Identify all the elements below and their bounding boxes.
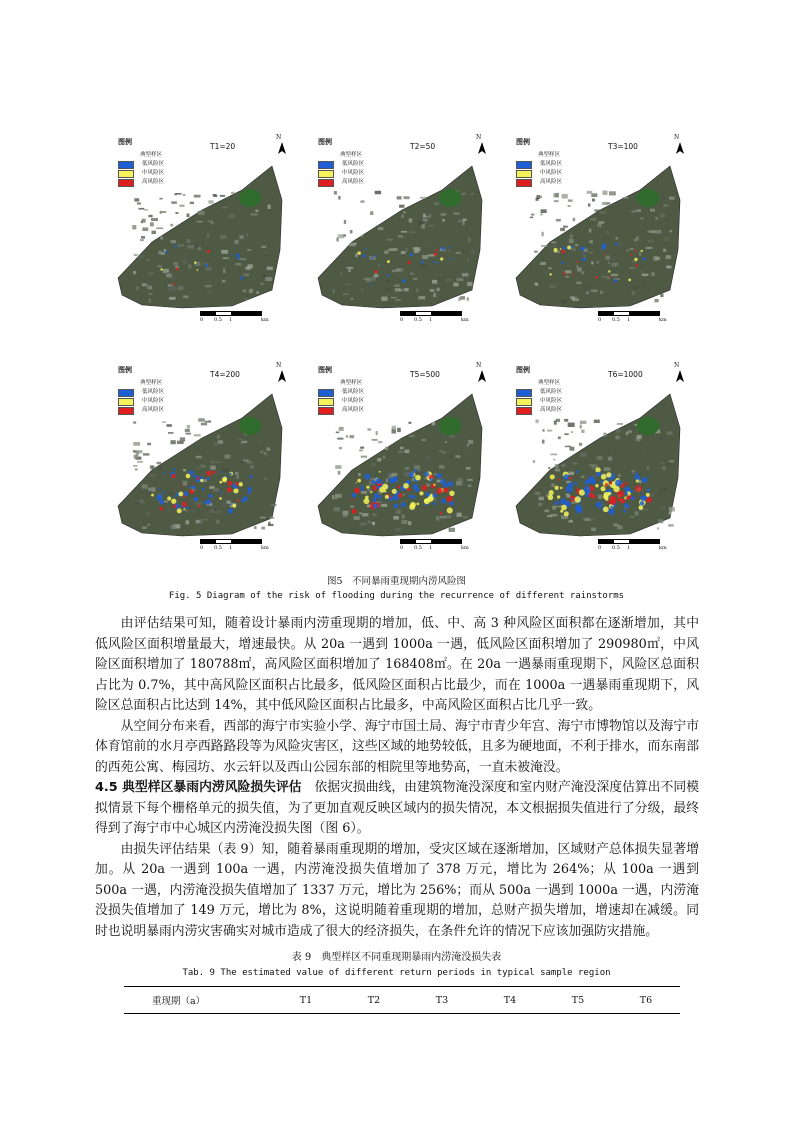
legend-swatch	[516, 161, 532, 169]
legend-label: 典型样区	[538, 151, 561, 158]
legend-item	[516, 397, 562, 406]
map-legend	[118, 138, 164, 187]
north-arrow-icon	[478, 370, 486, 382]
paragraph-2: 从空间分布来看，西部的海宁市实验小学、海宁市国土局、海宁市青少年宫、海宁市博物馆以及海宁市体育馆前的水月亭西路路段等为风险灾害区，这些区域的地势较低，且多为硬地面，不利于排水，而东南部的西苑公寓、梅园坊、水云轩以及西山公园东部的相院里等地势高，一直未被淹没。	[95, 718, 699, 775]
map-panel	[510, 358, 692, 572]
scale-label: 1	[229, 545, 233, 551]
legend-title: 图例	[318, 137, 332, 146]
legend-label: 典型样区	[340, 151, 363, 158]
legend-swatch	[318, 389, 334, 397]
scale-label: 0.5	[214, 317, 222, 323]
north-arrow-icon	[676, 142, 684, 154]
map-legend	[318, 366, 364, 415]
scale-label: km	[659, 317, 667, 323]
legend-label: 典型样区	[140, 151, 163, 158]
scale-label: 1	[429, 545, 433, 551]
legend-swatch	[118, 161, 134, 169]
legend-item	[118, 169, 164, 178]
map-legend	[118, 366, 164, 415]
legend-swatch	[118, 179, 134, 187]
scale-label: 0.5	[612, 317, 620, 323]
scale-label: 1	[627, 317, 631, 323]
legend-label: 中风险区	[540, 169, 563, 176]
scale-bar	[400, 539, 470, 551]
section-heading: 4.5 典型样区暴雨内涝风险损失评估	[95, 780, 302, 795]
scale-label: 0	[598, 545, 602, 551]
legend-label: 中风险区	[142, 397, 165, 404]
legend-label: 高风险区	[540, 178, 563, 185]
table-caption-en: Tab. 9 The estimated value of different return periods in typical sample region	[182, 968, 611, 978]
table-caption-cn: 表 9 典型样区不同重现期暴雨内涝淹没损失表	[291, 952, 502, 963]
panel-title: T4=200	[210, 370, 240, 379]
legend-item	[118, 160, 164, 169]
legend-swatch	[118, 170, 134, 178]
legend-item	[516, 169, 562, 178]
panel-title: T1=20	[210, 142, 236, 151]
legend-item	[516, 379, 562, 388]
table-header-cell: T2	[340, 987, 408, 1014]
scale-label: 0	[200, 317, 204, 323]
figure-caption-en: Fig. 5 Diagram of the risk of flooding during the recurrence of different rainstorms	[168, 591, 625, 601]
north-arrow-icon	[676, 370, 684, 382]
panel-title: T3=100	[608, 142, 638, 151]
scale-label: 0.5	[612, 545, 620, 551]
paragraph-3	[95, 778, 699, 840]
legend-label: 中风险区	[540, 397, 563, 404]
legend-label: 低风险区	[540, 388, 563, 395]
city-area	[516, 166, 680, 308]
legend-item	[318, 406, 364, 415]
legend-item	[118, 397, 164, 406]
figure-5	[112, 130, 684, 570]
legend-label: 低风险区	[540, 160, 563, 167]
legend-item	[516, 160, 562, 169]
table-header-row	[124, 987, 680, 1014]
scale-bar	[598, 311, 668, 323]
scale-bar	[400, 311, 470, 323]
legend-item	[118, 151, 164, 160]
north-label: N	[674, 134, 680, 141]
legend-item	[516, 406, 562, 415]
north-label: N	[276, 362, 282, 369]
figure-caption-cn: 图5 不同暴雨重现期内涝风险图	[326, 576, 467, 587]
legend-title: 图例	[118, 137, 132, 146]
legend-item	[118, 406, 164, 415]
panel-title: T2=50	[410, 142, 436, 151]
north-arrow-icon	[278, 142, 286, 154]
legend-title: 图例	[516, 137, 530, 146]
legend-item	[318, 160, 364, 169]
map-panel	[312, 130, 494, 344]
map-legend	[516, 138, 562, 187]
legend-label: 高风险区	[142, 406, 165, 413]
legend-label: 典型样区	[140, 379, 163, 386]
scale-label: 0	[400, 317, 404, 323]
table-header-cell: T4	[476, 987, 544, 1014]
north-arrow-icon	[278, 370, 286, 382]
map-panel	[312, 358, 494, 572]
legend-swatch	[318, 407, 334, 415]
scale-label: 1	[627, 545, 631, 551]
legend-label: 高风险区	[540, 406, 563, 413]
legend-item	[118, 178, 164, 187]
scale-bar	[200, 539, 270, 551]
legend-swatch	[516, 153, 530, 159]
legend-item	[318, 397, 364, 406]
legend-item	[516, 178, 562, 187]
legend-swatch	[516, 398, 532, 406]
paragraph-1: 由评估结果可知，随着设计暴雨内涝重现期的增加，低、中、高 3 种风险区面积都在逐渐增加，其中低风险区面积增量最大，增速最快。从 20a 一遇到 1000a 一遇，低风险区面积增加了 290980㎡，中风险区面积增加了 180788㎡，高风险区面积增加了 168408㎡。在 20a 一遇暴雨重现期下，风险区总面积占比为 0.7%，其中高风险区面积占比最多，低风险区面积占比最少，而在 1000a 一遇暴雨重现期下，风险区总面积占比达到 14%，其中低风险区面积占比最多，中高风险区面积占比几乎一致。	[95, 616, 699, 713]
legend-label: 低风险区	[342, 160, 365, 167]
table-header-cell: T5	[544, 987, 612, 1014]
scale-label: 0.5	[214, 545, 222, 551]
paragraph-3-text: 依据灾损曲线，由建筑物淹没深度和室内财产淹没深度估算出不同模拟情景下每个栅格单元的损失值，为了更加直观反映区域内的损失情况，本文根据损失值进行了分级，最终得到了海宁市中心城区内涝淹没损失图（图 6）。	[95, 780, 700, 836]
scale-label: 0.5	[414, 545, 422, 551]
table-header-cell: T6	[612, 987, 680, 1014]
legend-swatch	[318, 153, 332, 159]
scale-bar	[598, 539, 668, 551]
table-header-cell: T1	[272, 987, 340, 1014]
panel-title: T6=1000	[608, 370, 643, 379]
legend-item	[318, 388, 364, 397]
map-legend	[318, 138, 364, 187]
scale-bar	[200, 311, 270, 323]
legend-swatch	[118, 389, 134, 397]
legend-swatch	[318, 381, 332, 387]
legend-item	[516, 388, 562, 397]
scale-label: km	[261, 545, 269, 551]
table-header-cell: T3	[408, 987, 476, 1014]
legend-swatch	[118, 381, 132, 387]
paragraph-4: 由损失评估结果（表 9）知，随着暴雨重现期的增加，受灾区域在逐渐增加，区域财产总体损失显著增加。从 20a 一遇到 100a 一遇，内涝淹没损失值增加了 378 万元，增比为 264%；从 100a 一遇到 500a 一遇，内涝淹没损失值增加了 1337 万元，增比为 256%；而从 500a 一遇到 1000a 一遇，内涝淹没损失值增加了 149 万元，增比为 8%，这说明随着重现期的增加，总财产损失增加，增速却在减缓。同时也说明暴雨内涝灾害确实对城市造成了很大的经济损失，在条件允许的情况下应该加强防灾措施。	[95, 841, 699, 939]
legend-label: 典型样区	[538, 379, 561, 386]
legend-label: 中风险区	[342, 169, 365, 176]
legend-swatch	[516, 407, 532, 415]
legend-swatch	[516, 389, 532, 397]
scale-label: 1	[429, 317, 433, 323]
north-label: N	[674, 362, 680, 369]
map-panel	[112, 358, 294, 572]
map-panel	[510, 130, 692, 344]
legend-swatch	[516, 381, 530, 387]
scale-label: 0.5	[414, 317, 422, 323]
legend-swatch	[318, 398, 334, 406]
legend-label: 低风险区	[142, 160, 165, 167]
legend-label: 高风险区	[142, 178, 165, 185]
scale-label: 1	[229, 317, 233, 323]
body-text	[95, 614, 699, 942]
legend-label: 低风险区	[142, 388, 165, 395]
legend-swatch	[318, 161, 334, 169]
legend-title: 图例	[318, 365, 332, 374]
legend-item	[318, 169, 364, 178]
legend-item	[516, 151, 562, 160]
scale-label: km	[659, 545, 667, 551]
legend-label: 高风险区	[342, 406, 365, 413]
legend-item	[318, 178, 364, 187]
north-label: N	[276, 134, 282, 141]
legend-item	[118, 379, 164, 388]
map-panel	[112, 130, 294, 344]
legend-item	[118, 388, 164, 397]
north-label: N	[476, 134, 482, 141]
legend-swatch	[118, 407, 134, 415]
legend-swatch	[516, 179, 532, 187]
map-legend	[516, 366, 562, 415]
legend-label: 中风险区	[342, 397, 365, 404]
north-arrow-icon	[478, 142, 486, 154]
legend-item	[318, 379, 364, 388]
scale-label: km	[461, 317, 469, 323]
legend-swatch	[516, 170, 532, 178]
scale-label: 0	[200, 545, 204, 551]
scale-label: km	[461, 545, 469, 551]
legend-swatch	[318, 170, 334, 178]
legend-item	[318, 151, 364, 160]
city-area	[516, 394, 680, 536]
legend-swatch	[118, 398, 134, 406]
table-header-cell: 重现期（a）	[124, 987, 272, 1014]
scale-label: 0	[400, 545, 404, 551]
legend-title: 图例	[516, 365, 530, 374]
legend-label: 中风险区	[142, 169, 165, 176]
legend-label: 低风险区	[342, 388, 365, 395]
panel-title: T5=500	[410, 370, 440, 379]
north-label: N	[476, 362, 482, 369]
legend-label: 典型样区	[340, 379, 363, 386]
loss-table	[124, 986, 680, 1014]
legend-label: 高风险区	[342, 178, 365, 185]
legend-swatch	[118, 153, 132, 159]
scale-label: km	[261, 317, 269, 323]
legend-swatch	[318, 179, 334, 187]
legend-title: 图例	[118, 365, 132, 374]
scale-label: 0	[598, 317, 602, 323]
